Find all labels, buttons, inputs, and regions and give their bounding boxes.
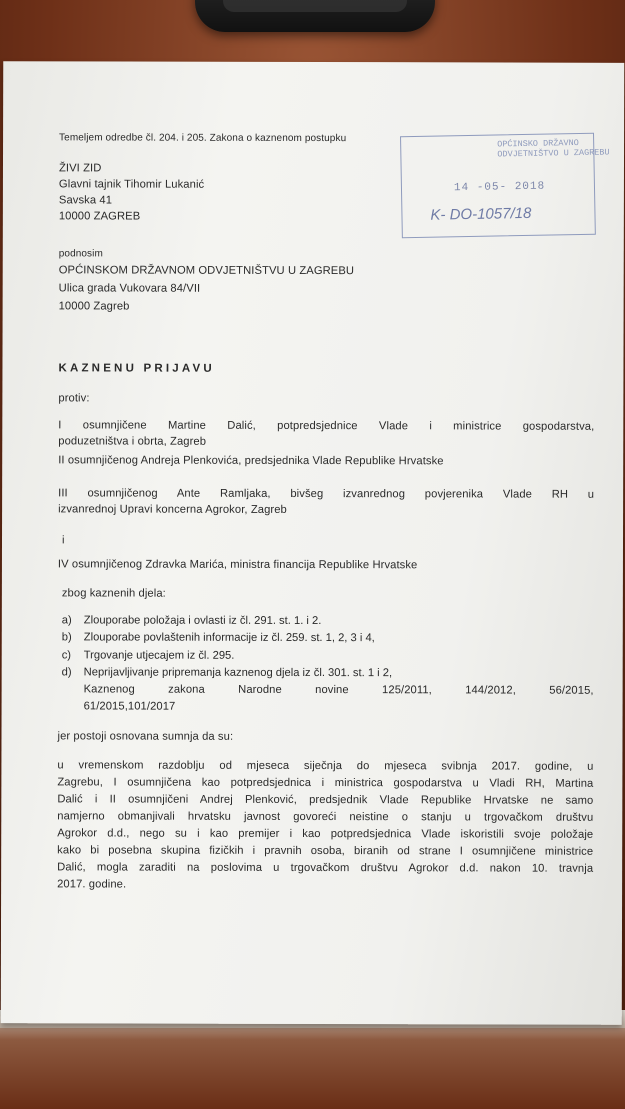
accused-2-line-1: II osumnjičenog Andreja Plenkovića, predsjednika Vlade Republike Hrvatske [58, 454, 444, 468]
law-reference-line-2: 61/2015,101/2017 [83, 700, 176, 713]
sender-role: Glavni tajnik Tihomir Lukanić [58, 178, 205, 191]
offence-text: Trgovanje utjecajem iz čl. 295. [83, 649, 235, 662]
recipient-city: 10000 Zagreb [58, 300, 130, 313]
stamp-date: 14 -05- 2018 [453, 180, 546, 195]
offence-text: Neprijavljivanje pripremanja kaznenog djela iz čl. 301. st. 1 i 2, [83, 666, 393, 680]
offence-item [62, 613, 322, 628]
document-page [1, 61, 625, 1025]
sender-city: 10000 ZAGREB [58, 210, 141, 223]
offence-item [62, 665, 392, 680]
stamp-number: K- DO-1057/18 [430, 204, 532, 224]
submit-label: podnosim [58, 248, 103, 260]
offence-marker: d) [61, 666, 72, 679]
body-line: kako bi posebna skupina fizičkih i pravnih osoba, biranih od strane I osumnjičene ministrice [57, 844, 594, 858]
against-label: protiv: [58, 392, 90, 405]
legal-basis-line: Temeljem odredbe čl. 204. i 205. Zakona o kaznenom postupku [59, 132, 347, 145]
recipient-name: OPĆINSKOM DRŽAVNOM ODVJETNIŠTVU U ZAGREBU [58, 264, 355, 278]
stamp-line-1: OPĆINSKO DRŽAVNO [497, 137, 579, 150]
offence-marker: b) [61, 631, 72, 644]
offence-text: Zlouporabe položaja i ovlasti iz čl. 291. st. 1. i 2. [83, 614, 322, 628]
accused-1-line-2: poduzetništva i obrta, Zagreb [58, 435, 207, 448]
offences-label: zbog kaznenih djela: [61, 587, 166, 600]
body-line: 2017. godine. [57, 878, 127, 891]
reception-stamp [400, 133, 610, 239]
sender-name: ŽIVI ZID [58, 162, 102, 175]
accused-1-line-1: I osumnjičene Martine Dalić, potpredsjednice Vlade i ministrice gospodarstva, [58, 419, 595, 433]
offence-marker: c) [61, 649, 72, 662]
accused-3-line-1: III osumnjičenog Ante Ramljaka, bivšeg izvanrednog povjerenika Vlade RH u [58, 487, 595, 501]
body-line: u vremenskom razdoblju od mjeseca siječnja do mjeseca svibnja 2017. godine, u [57, 759, 594, 773]
body-line: namjerno obmanjivali hrvatsku javnost govoreći neistine o stanju u trgovačkom društvu [57, 810, 594, 824]
law-reference-line-1: Kaznenog zakona Narodne novine 125/2011, 144/2012, 56/2015, [83, 683, 594, 697]
accused-connector: i [61, 534, 65, 547]
offence-item [62, 648, 235, 662]
accused-3-line-2: izvanrednoj Upravi koncerna Agrokor, Zagreb [58, 503, 287, 516]
table-edge [0, 1010, 625, 1109]
body-line: Zagrebu, I osumnjičena kao potpredsjednica i ministrica gospodarstva u Vladi RH, Martina [57, 776, 594, 790]
black-device-on-table [195, 0, 435, 32]
accused-4-line-1: IV osumnjičenog Zdravka Marića, ministra financija Republike Hrvatske [57, 558, 418, 572]
document-title: KAZNENU PRIJAVU [58, 362, 215, 375]
offence-marker: a) [61, 614, 72, 627]
body-line: Dalić, mogla zaraditi na poslovima u trgovačkom društvu Agrokor d.d. nakon 10. travnja [57, 861, 594, 875]
sender-street: Savska 41 [58, 194, 113, 207]
offence-text: Zlouporabe povlaštenih informacije iz čl. 259. st. 1, 2, 3 i 4, [83, 631, 375, 645]
stamp-line-2: ODVJETNIŠTVO U ZAGREBU [497, 147, 610, 160]
body-line: Agrokor d.d., nego su i kao premijer i kao potpredsjednica Vlade iskoristili svoje položaje [57, 827, 594, 841]
body-line: Dalić i II osumnjičeni Andrej Plenković, predsjednik Vlade Republike Hrvatske ne samo [57, 793, 594, 807]
recipient-street: Ulica grada Vukovara 84/VII [58, 282, 201, 295]
suspicion-label: jer postoji osnovana sumnja da su: [57, 730, 234, 743]
offence-item [62, 630, 375, 645]
